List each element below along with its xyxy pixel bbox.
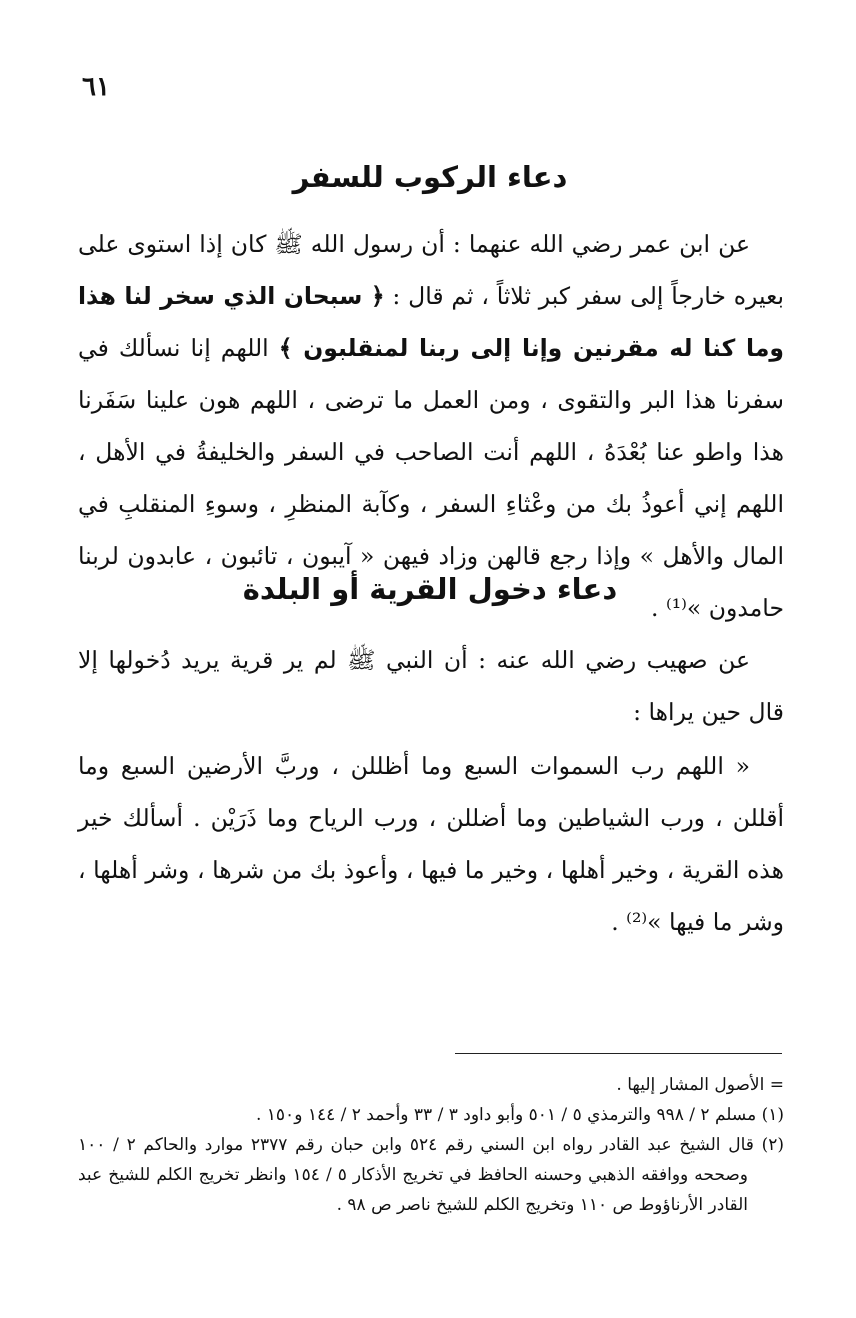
- village-dua-text: « اللهم رب السموات السبع وما أظللن ، وربَّ الأرضين السبع وما أقللن ، ورب الشياطين وما أضللن ، ورب الرياح وما ذَرَيْن . أسألك خير هذه القرية ، وخير أهلها ، وخير ما فيها ، وأعوذ بك من شرها ، وشر أهلها ، وشر ما فيها »⁽²⁾ .: [78, 752, 784, 936]
- page-number: ٦١: [82, 72, 110, 102]
- paragraph-village-intro: [78, 634, 784, 738]
- travel-dua-intro: عن ابن عمر رضي الله عنهما : أن رسول الله ﷺ كان إذا استوى على بعيره خارجاً إلى سفر كبر ثلاثاً ، ثم قال :: [78, 230, 784, 310]
- section-title-travel-dua: دعاء الركوب للسفر: [292, 160, 568, 194]
- village-dua-intro: عن صهيب رضي الله عنه : أن النبي ﷺ لم ير قرية يريد دُخولها إلا قال حين يراها :: [78, 646, 784, 726]
- paragraph-village-dua: [78, 740, 784, 948]
- travel-dua-text: اللهم إنا نسألك في سفرنا هذا البر والتقوى ، ومن العمل ما ترضى ، اللهم هون علينا سَفَرنا هذا واطو عنا بُعْدَهُ ، اللهم أنت الصاحب في السفر والخليفةُ في الأهل ، اللهم إني أعوذُ بك من وعْثاءِ السفر ، وكآبة المنظرِ ، وسوءِ المنقلبِ في المال والأهل » وإذا رجع قالهن وزاد فيهن « آيبون ، تائبون ، عابدون لربنا حامدون »⁽¹⁾ .: [78, 334, 784, 622]
- footnote-2: (٢) قال الشيخ عبد القادر رواه ابن السني رقم ٥٢٤ وابن حبان رقم ٢٣٧٧ موارد والحاكم ٢ / ١٠٠ وصححه ووافقه الذهبي وحسنه الحافظ في تخريج الأذكار ٥ / ١٥٤ وانظر تخريج الكلم للشيخ عبد القادر الأرناؤوط ص ١١٠ وتخريج الكلم للشيخ ناصر ص ٩٨ .: [78, 1135, 784, 1215]
- section-title-village-dua: دعاء دخول القرية أو البلدة: [242, 572, 618, 606]
- footnotes: [78, 1070, 784, 1220]
- footnote-continuation: = الأصول المشار إليها .: [616, 1075, 784, 1095]
- footnote-1: (١) مسلم ٢ / ٩٩٨ والترمذي ٥ / ٥٠١ وأبو داود ٣ / ٣٣ وأحمد ٢ / ١٤٤ و١٥٠ .: [255, 1105, 784, 1125]
- footnote-separator: [455, 1053, 782, 1054]
- quran-verse: ﴿ سبحان الذي سخر لنا هذا وما كنا له مقرنين وإنا إلى ربنا لمنقلبون ﴾: [78, 282, 784, 362]
